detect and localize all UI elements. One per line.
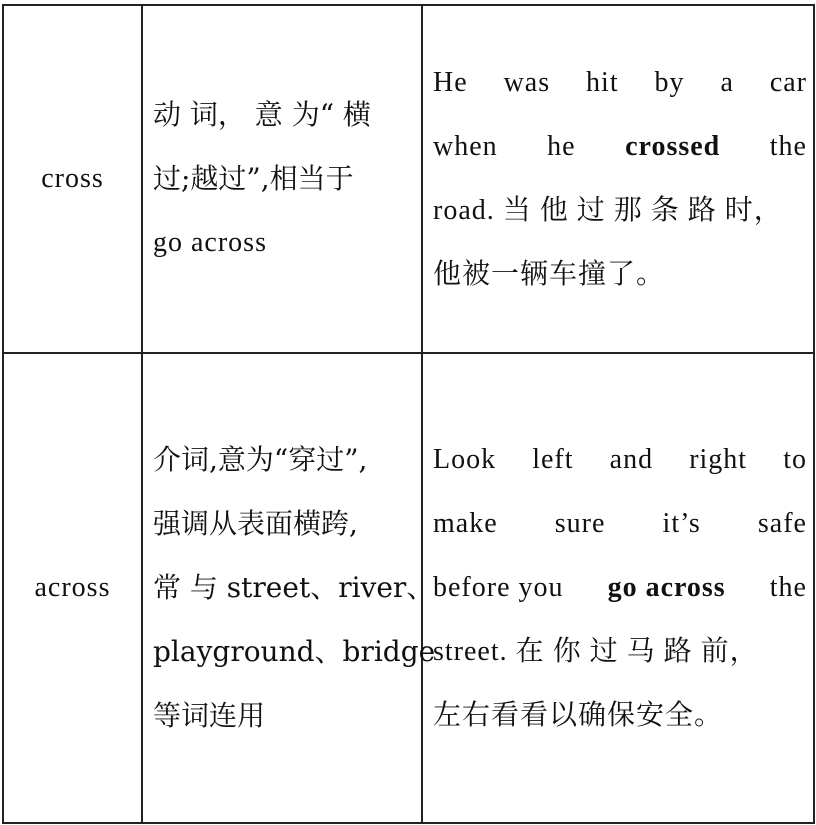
example-word: hit bbox=[586, 67, 619, 98]
example-word: safe bbox=[757, 508, 807, 539]
example-word: car bbox=[769, 67, 807, 98]
example-cell bbox=[422, 5, 814, 353]
meaning-line: 介词,意为“穿过”, bbox=[153, 443, 368, 476]
meaning-line: playground、bridge bbox=[153, 635, 436, 668]
example-word: Look bbox=[433, 444, 497, 475]
example-line bbox=[433, 556, 807, 620]
example-line bbox=[433, 51, 807, 115]
example-word: and bbox=[609, 444, 654, 475]
word-text: across bbox=[34, 572, 111, 603]
example-text bbox=[423, 428, 813, 748]
highlighted-word: crossed bbox=[625, 131, 721, 162]
example-word: the bbox=[769, 572, 807, 603]
example-line bbox=[433, 492, 807, 556]
example-word: right bbox=[689, 444, 748, 475]
example-word: a bbox=[720, 67, 734, 98]
example-word: He bbox=[433, 67, 468, 98]
example-word: it’s bbox=[662, 508, 701, 539]
meaning-cell bbox=[142, 353, 436, 823]
example-cell bbox=[422, 353, 814, 823]
example-line bbox=[433, 115, 807, 179]
example-line bbox=[433, 428, 807, 492]
word-cell bbox=[3, 5, 142, 353]
example-word: was bbox=[503, 67, 551, 98]
meaning-line: 过;越过”,相当于 bbox=[153, 162, 354, 195]
example-word: make bbox=[433, 508, 498, 539]
example-word: sure bbox=[554, 508, 606, 539]
table-row bbox=[3, 353, 814, 823]
example-word: the bbox=[769, 131, 807, 162]
word-cell bbox=[3, 353, 142, 823]
meaning-cell bbox=[142, 5, 422, 353]
meaning-line: 强调从表面横跨, bbox=[153, 507, 358, 540]
vocabulary-table bbox=[2, 4, 815, 824]
meaning-line: 常 与 street、river、 bbox=[153, 571, 435, 604]
example-word: he bbox=[547, 131, 576, 162]
example-word: to bbox=[783, 444, 807, 475]
word-text: cross bbox=[41, 163, 104, 194]
meaning-text bbox=[143, 83, 421, 275]
meaning-text bbox=[143, 428, 436, 748]
example-word: when bbox=[433, 131, 498, 162]
meaning-line: 等词连用 bbox=[153, 699, 266, 732]
example-word: left bbox=[532, 444, 574, 475]
example-word: before you bbox=[433, 572, 564, 603]
highlighted-phrase: go across bbox=[607, 572, 726, 603]
example-line: 左右看看以确保安全。 bbox=[433, 700, 724, 731]
meaning-line: 动 词， 意 为“ 横 bbox=[153, 98, 371, 131]
example-line: road. 当 他 过 那 条 路 时， bbox=[433, 195, 783, 226]
meaning-line: go across bbox=[153, 227, 267, 258]
example-line: 他被一辆车撞了。 bbox=[433, 259, 666, 290]
table-row bbox=[3, 5, 814, 353]
example-word: by bbox=[654, 67, 685, 98]
example-line: street. 在 你 过 马 路 前， bbox=[433, 636, 759, 667]
example-text bbox=[423, 51, 813, 307]
